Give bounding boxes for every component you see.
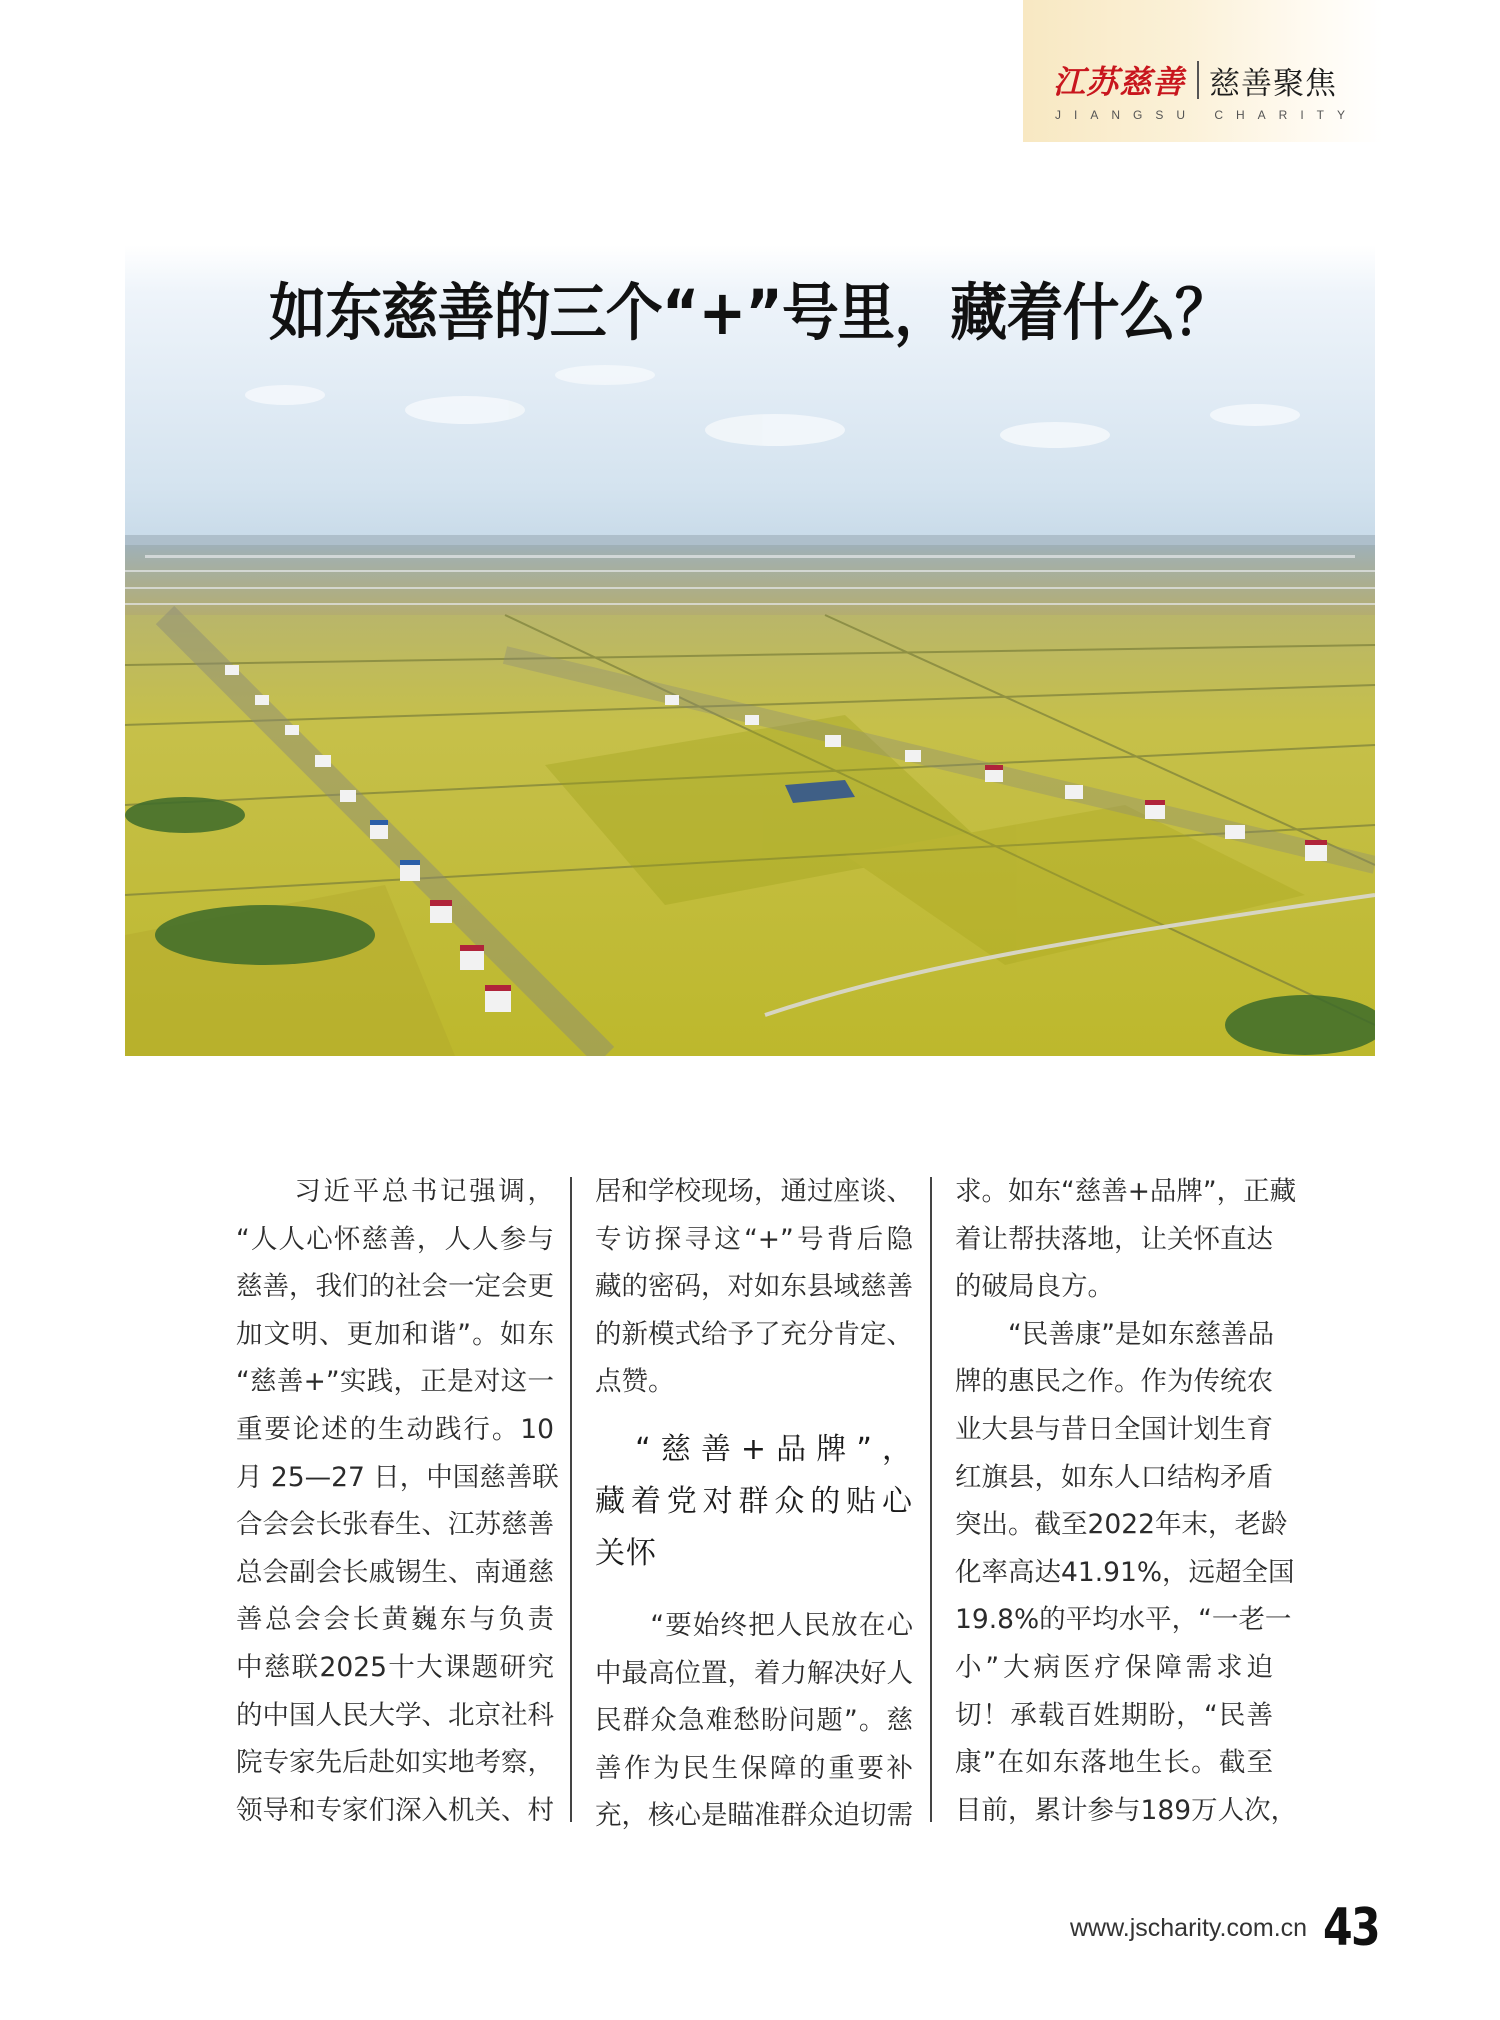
text-line: 化率高达41.91%，远超全国 [955, 1556, 1295, 1588]
text-line: “要始终把人民放在心 [595, 1609, 913, 1641]
text-line: 领导和专家们深入机关、村 [236, 1794, 554, 1826]
subheading-line: “慈善+品牌”， [595, 1431, 913, 1467]
column-divider [930, 1177, 932, 1822]
text-line: 着让帮扶落地，让关怀直达 [955, 1223, 1273, 1255]
text-line: 切！承载百姓期盼，“民善 [955, 1699, 1273, 1731]
text-line: 善作为民生保障的重要补 [595, 1752, 913, 1784]
text-line: 牌的惠民之作。作为传统农 [955, 1366, 1273, 1398]
text-line: 的新模式给予了充分肯定、 [595, 1318, 913, 1350]
text-line: “人人心怀慈善，人人参与 [236, 1223, 554, 1255]
text-line: 的破局良方。 [955, 1271, 1114, 1303]
article-column-1 [236, 1168, 559, 1834]
text-line: 中慈联2025十大课题研究 [236, 1651, 554, 1683]
article-column-2 [595, 1168, 913, 1840]
page-footer [1070, 1898, 1391, 1958]
brand-name-en: JIANGSU CHARITY [1055, 108, 1359, 122]
text-line: “民善康”是如东慈善品 [955, 1318, 1274, 1350]
subheading-line: 关怀 [595, 1535, 657, 1571]
text-line: 业大县与昔日全国计划生育 [955, 1413, 1273, 1445]
text-line: 点赞。 [595, 1366, 675, 1398]
text-line: 藏的密码，对如东县域慈善 [595, 1271, 913, 1303]
text-line: 合会会长张春生、江苏慈善 [236, 1509, 554, 1541]
text-line: 求。如东“慈善+品牌”，正藏 [955, 1176, 1297, 1207]
text-line: 院专家先后赴如实地考察， [236, 1747, 554, 1779]
text-line: 小”大病医疗保障需求迫 [955, 1651, 1273, 1683]
article-column-3 [955, 1168, 1298, 1834]
text-line: 康”在如东落地生长。截至 [955, 1747, 1273, 1779]
page-number: 43 [1323, 1898, 1380, 1958]
text-line: 居和学校现场，通过座谈、 [595, 1176, 913, 1207]
text-line: 的中国人民大学、北京社科 [236, 1699, 554, 1731]
masthead [1053, 60, 1358, 122]
text-line: 月 25—27 日，中国慈善联 [236, 1461, 559, 1493]
aerial-landscape-illustration [125, 245, 1375, 1056]
subheading-line: 藏着党对群众的贴心 [595, 1483, 913, 1519]
text-line: 专访探寻这“+”号背后隐 [595, 1223, 913, 1255]
text-line: 总会副会长戚锡生、南通慈 [236, 1556, 554, 1588]
text-line: 民群众急难愁盼问题”。慈 [595, 1705, 913, 1737]
text-line: 习近平总书记强调， [236, 1176, 554, 1207]
website-link[interactable]: www.jscharity.com.cn [1070, 1913, 1308, 1942]
text-line: 红旗县，如东人口结构矛盾 [955, 1461, 1273, 1493]
header-divider [1197, 61, 1199, 99]
article-title: 如东慈善的三个“+”号里，藏着什么？ [269, 276, 1231, 349]
text-line: “慈善+”实践，正是对这一 [236, 1366, 554, 1398]
section-header-band [1023, 0, 1383, 142]
section-name: 慈善聚焦 [1209, 65, 1338, 102]
text-line: 19.8%的平均水平，“一老一 [955, 1604, 1292, 1636]
text-line: 充，核心是瞄准群众迫切需 [595, 1800, 913, 1832]
text-line: 加文明、更加和谐”。如东 [236, 1318, 554, 1350]
column-divider [570, 1177, 572, 1822]
text-line: 中最高位置，着力解决好人 [595, 1657, 913, 1689]
text-line: 目前，累计参与189万人次， [955, 1794, 1298, 1826]
brand-logo-cn: 江苏慈善 [1053, 63, 1186, 101]
text-line: 重要论述的生动践行。10 [236, 1413, 554, 1445]
section-subheading [595, 1424, 913, 1580]
text-line: 慈善，我们的社会一定会更 [236, 1271, 554, 1303]
text-line: 善总会会长黄巍东与负责 [236, 1604, 554, 1636]
hero-photo [125, 245, 1375, 1056]
text-line: 突出。截至2022年末，老龄 [955, 1509, 1288, 1541]
